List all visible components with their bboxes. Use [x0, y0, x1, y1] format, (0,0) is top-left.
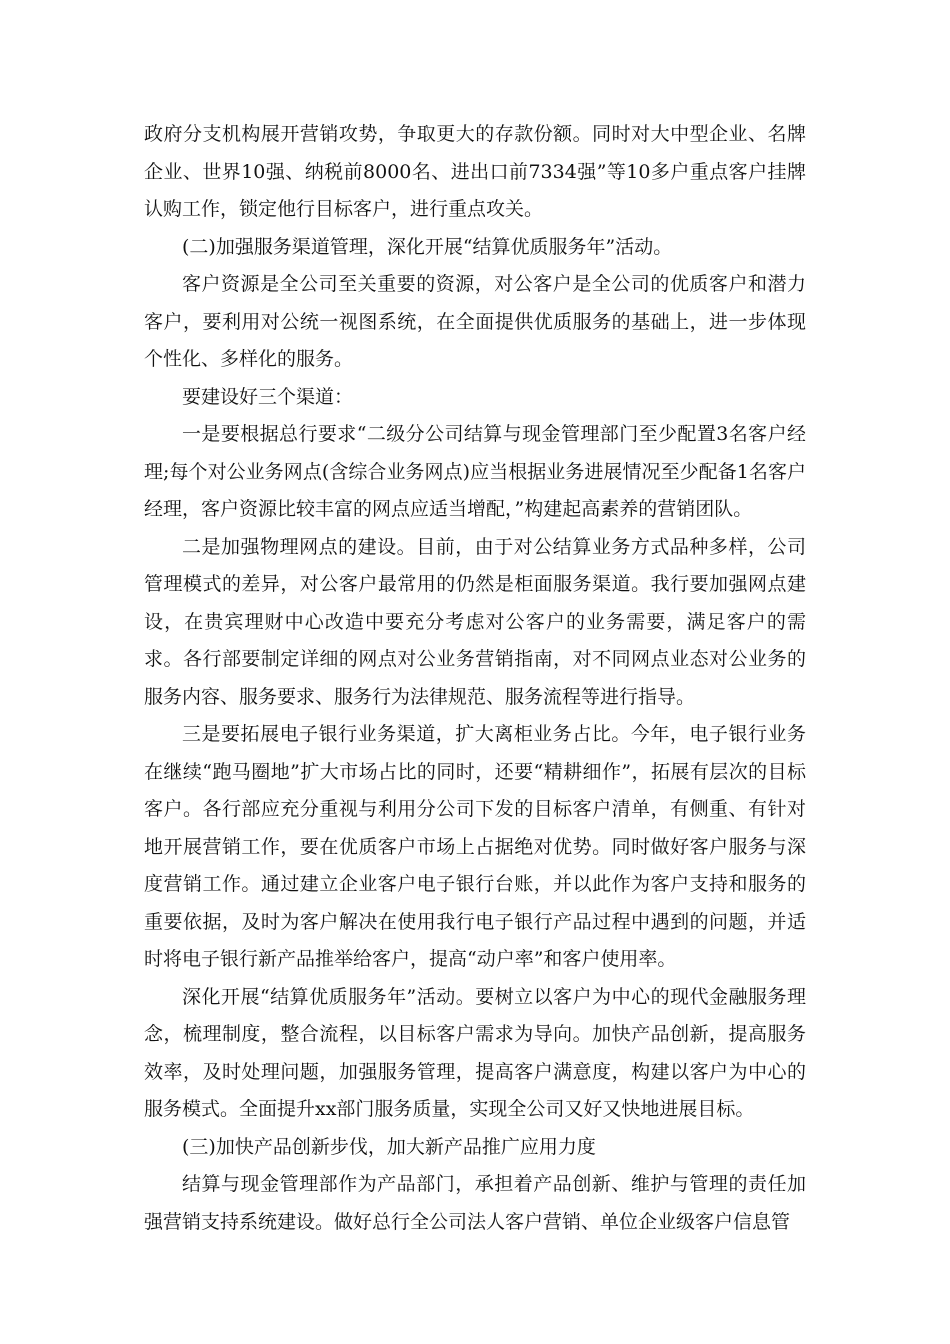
paragraph-4: 要建设好三个渠道：	[182, 385, 354, 408]
paragraph-1: 政府分支机构展开营销攻势，争取更大的存款份额。同时对大中型企业、名牌企业、世界10强、纳税前8000名、进出口前7334强”等10多户重点客户挂牌认购工作，锁定他行目标客户，进行重点攻关。	[144, 123, 806, 220]
paragraph-10: 结算与现金管理部作为产品部门，承担着产品创新、维护与管理的责任加强营销支持系统建设。做好总行全公司法人客户营销、单位企业级客户信息管	[144, 1173, 806, 1233]
paragraph-5: 一是要根据总行要求“二级分公司结算与现金管理部门至少配置3名客户经理;每个对公业务网点(含综合业务网点)应当根据业务进展情况至少配备1名客户经理，客户资源比较丰富的网点应适当增配，”构建起高素养的营销团队。	[144, 423, 806, 520]
paragraph-2: (二)加强服务渠道管理，深化开展“结算优质服务年”活动。	[182, 235, 673, 258]
paragraph-8: 深化开展“结算优质服务年”活动。要树立以客户为中心的现代金融服务理念，梳理制度，整合流程，以目标客户需求为导向。加快产品创新，提高服务效率，及时处理问题，加强服务管理，提高客户满意度，构建以客户为中心的服务模式。全面提升xx部门服务质量，实现全公司又好又快地进展目标。	[144, 985, 806, 1120]
paragraph-7: 三是要拓展电子银行业务渠道，扩大离柜业务占比。今年，电子银行业务在继续“跑马圈地”扩大市场占比的同时，还要“精耕细作”，拓展有层次的目标客户。各行部应充分重视与利用分公司下发的目标客户清单，有侧重、有针对地开展营销工作，要在优质客户市场上占据绝对优势。同时做好客户服务与深度营销工作。通过建立企业客户电子银行台账，并以此作为客户支持和服务的重要依据，及时为客户解决在使用我行电子银行产品过程中遇到的问题，并适时将电子银行新产品推举给客户，提高“动户率”和客户使用率。	[144, 723, 806, 970]
paragraph-9: (三)加快产品创新步伐，加大新产品推广应用力度	[182, 1135, 596, 1158]
paragraph-6: 二是加强物理网点的建设。目前，由于对公结算业务方式品种多样，公司管理模式的差异，对公客户最常用的仍然是柜面服务渠道。我行要加强网点建设，在贵宾理财中心改造中要充分考虑对公客户的业务需要，满足客户的需求。各行部要制定详细的网点对公业务营销指南，对不同网点业态对公业务的服务内容、服务要求、服务行为法律规范、服务流程等进行指导。	[144, 535, 806, 708]
document-body	[144, 116, 806, 1241]
paragraph-3: 客户资源是全公司至关重要的资源，对公客户是全公司的优质客户和潜力客户，要利用对公统一视图系统，在全面提供优质服务的基础上，进一步体现个性化、多样化的服务。	[144, 273, 806, 370]
